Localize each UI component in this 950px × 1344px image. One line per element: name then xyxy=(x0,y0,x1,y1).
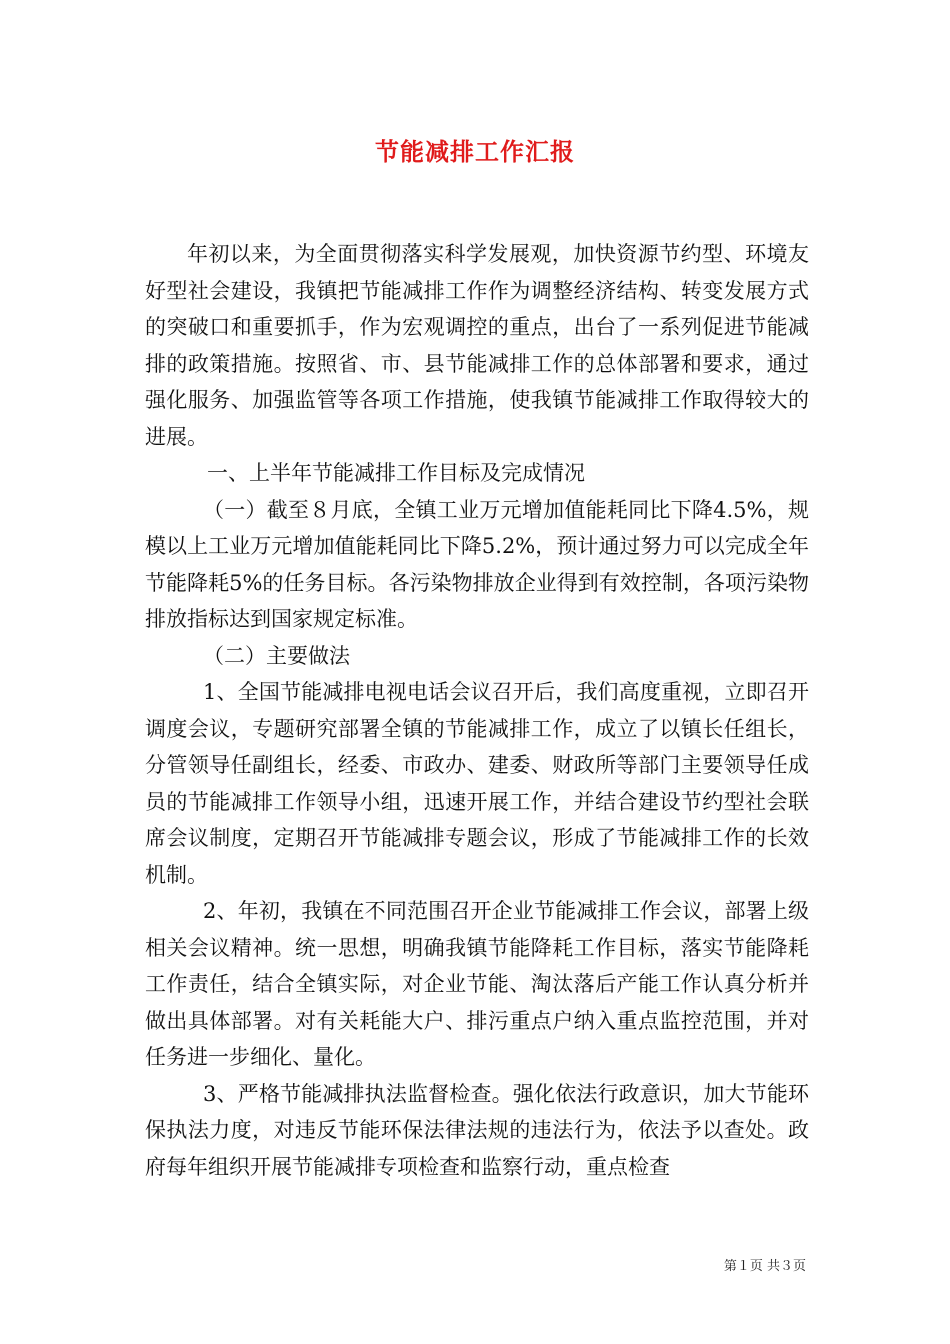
document-body xyxy=(145,236,809,1185)
paragraph-intro: 年初以来，为全面贯彻落实科学发展观，加快资源节约型、环境友好型社会建设，我镇把节能减排工作作为调整经济结构、转变发展方式的突破口和重要抓手，作为宏观调控的重点，出台了一系列促进节能减排的政策措施。按照省、市、县节能减排工作的总体部署和要求，通过强化服务、加强监管等各项工作措施，使我镇节能减排工作取得较大的进展。 xyxy=(145,242,809,449)
paragraph-measure-1: 1、全国节能减排电视电话会议召开后，我们高度重视，立即召开调度会议，专题研究部署全镇的节能减排工作，成立了以镇长任组长，分管领导任副组长，经委、市政办、建委、财政所等部门主要领导任成员的节能减排工作领导小组，迅速开展工作，并结合建设节约型社会联席会议制度，定期召开节能减排专题会议，形成了节能减排工作的长效机制。 xyxy=(145,680,809,887)
paragraph-measure-2: 2、年初，我镇在不同范围召开企业节能减排工作会议，部署上级相关会议精神。统一思想，明确我镇节能降耗工作目标，落实节能降耗工作责任，结合全镇实际，对企业节能、淘汰落后产能工作认真分析并做出具体部署。对有关耗能大户、排污重点户纳入重点监控范围，并对任务进一步细化、量化。 xyxy=(145,899,809,1069)
paragraph-measure-3: 3、严格节能减排执法监督检查。强化依法行政意识，加大节能环保执法力度，对违反节能环保法律法规的违法行为，依法予以查处。政府每年组织开展节能减排专项检查和监察行动，重点检查 xyxy=(145,1081,809,1179)
page-number-footer: 第１页 共３页 xyxy=(723,1259,806,1274)
section-heading-1: 一、上半年节能减排工作目标及完成情况 xyxy=(207,461,585,485)
paragraph-targets: （一）截至８月底，全镇工业万元增加值能耗同比下降4.5%，规模以上工业万元增加值能耗同比下降5.2%，预计通过努力可以完成全年节能降耗5%的任务目标。各污染物排放企业得到有效控制，各项污染物排放指标达到国家规定标准。 xyxy=(145,497,809,631)
document-title: 节能减排工作汇报 xyxy=(375,137,575,166)
section-heading-2: （二）主要做法 xyxy=(203,643,350,668)
